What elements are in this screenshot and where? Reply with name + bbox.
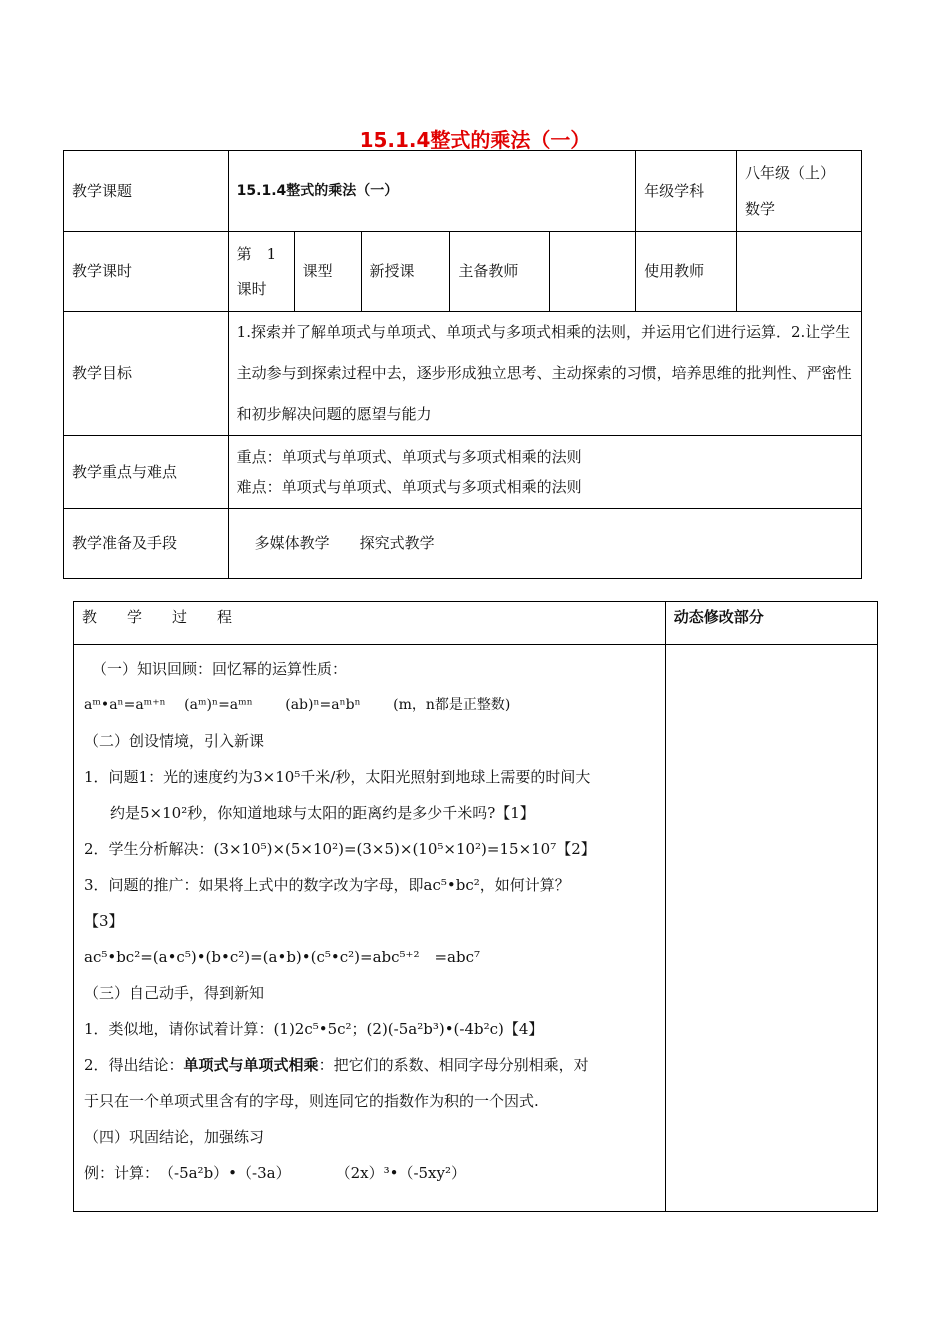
conclusion-prefix: 2．得出结论：	[84, 1056, 184, 1074]
difficult-point: 难点：单项式与单项式、单项式与多项式相乘的法则	[236, 478, 582, 496]
rule-power: (aᵐ)ⁿ=aᵐⁿ	[184, 697, 253, 713]
conclusion	[84, 1047, 657, 1083]
goal-text: 1.探索并了解单项式与单项式、单项式与多项式相乘的法则，并运用它们进行运算．2.让学生主动参与到探索过程中去，逐步形成独立思考、主动探索的习惯，培养思维的批判性、严密性和初步解决问题的愿望与能力	[228, 312, 861, 436]
grade-value-line2: 数学	[744, 200, 775, 218]
question-1-cont: 约是5×10²秒，你知道地球与太阳的距离约是多少千米吗?【1】	[110, 804, 535, 822]
type-label: 课型	[294, 232, 361, 312]
key-label: 教学重点与难点	[64, 436, 229, 509]
topic-value: 15.1.4整式的乘法（一）	[228, 151, 635, 232]
scenario-heading: （二）创设情境，引入新课	[84, 732, 265, 750]
teaching-process-table	[73, 601, 878, 1212]
rule-product-power: (ab)ⁿ=aⁿbⁿ	[285, 697, 361, 713]
key-points	[228, 436, 861, 509]
practice-1: 1．类似地，请你试着计算：(1)2c⁵•5c²；(2)(-5a²b³)•(-4b²c)【4】	[84, 1020, 544, 1038]
lead-teacher-value	[550, 232, 636, 312]
period-label: 教学课时	[64, 232, 229, 312]
period-value	[228, 232, 294, 312]
revision-header: 动态修改部分	[665, 602, 877, 645]
question-generalize: 3．问题的推广：如果将上式中的数字改为字母，即ac⁵•bc²，如何计算？	[84, 876, 570, 894]
goal-label: 教学目标	[64, 312, 229, 436]
document-title: 15.1.4整式的乘法（一）	[359, 128, 591, 152]
review-heading: （一）知识回顾：回忆幂的运算性质：	[92, 660, 348, 678]
example-calc: 例：计算： （-5a²b）•（-3a） （2x）³•（-5xy²）	[84, 1164, 466, 1182]
revision-area	[665, 645, 877, 1212]
generalized-calc: ac⁵•bc²=(a•c⁵)•(b•c²)=(a•b)•(c⁵•c²)=abc⁵⁺² =abc⁷	[84, 948, 480, 966]
lesson-info-table	[63, 150, 862, 579]
user-teacher-label: 使用教师	[636, 232, 737, 312]
prep-value: 多媒体教学 探究式教学	[228, 509, 861, 579]
process-header: 教 学 过 程	[74, 602, 666, 645]
prep-label: 教学准备及手段	[64, 509, 229, 579]
consolidate-heading: （四）巩固结论，加强练习	[84, 1128, 265, 1146]
rule-condition: (m，n都是正整数)	[393, 697, 511, 713]
type-value: 新授课	[361, 232, 450, 312]
marker-3: 【3】	[84, 912, 124, 930]
process-content	[74, 645, 666, 1212]
period-value-line1: 第 1	[236, 245, 277, 263]
grade-value-line1: 八年级（上）	[744, 163, 835, 182]
key-point: 重点：单项式与单项式、单项式与多项式相乘的法则	[236, 447, 582, 466]
student-analysis: 2．学生分析解决：(3×10⁵)×(5×10²)=(3×5)×(10⁵×10²)=15×10⁷【2】	[84, 840, 596, 858]
lead-teacher-label: 主备教师	[450, 232, 550, 312]
question-1: 1．问题1：光的速度约为3×10⁵千米/秒，太阳光照射到地球上需要的时间大	[84, 768, 591, 786]
grade-label: 年级学科	[636, 151, 737, 232]
topic-label: 教学课题	[64, 151, 229, 232]
conclusion-rule: 单项式与单项式相乘	[183, 1056, 319, 1074]
self-practice-heading: （三）自己动手，得到新知	[84, 984, 265, 1002]
grade-value	[736, 151, 861, 232]
conclusion-cont: 于只在一个单项式里含有的字母，则连同它的指数作为积的一个因式.	[84, 1092, 539, 1110]
user-teacher-value	[736, 232, 861, 312]
power-rules	[84, 687, 657, 723]
conclusion-text: ：把它们的系数、相同字母分别相乘，对	[318, 1056, 589, 1074]
rule-product: aᵐ•aⁿ=aᵐ⁺ⁿ	[84, 697, 166, 713]
period-value-line2: 课时	[236, 279, 267, 298]
